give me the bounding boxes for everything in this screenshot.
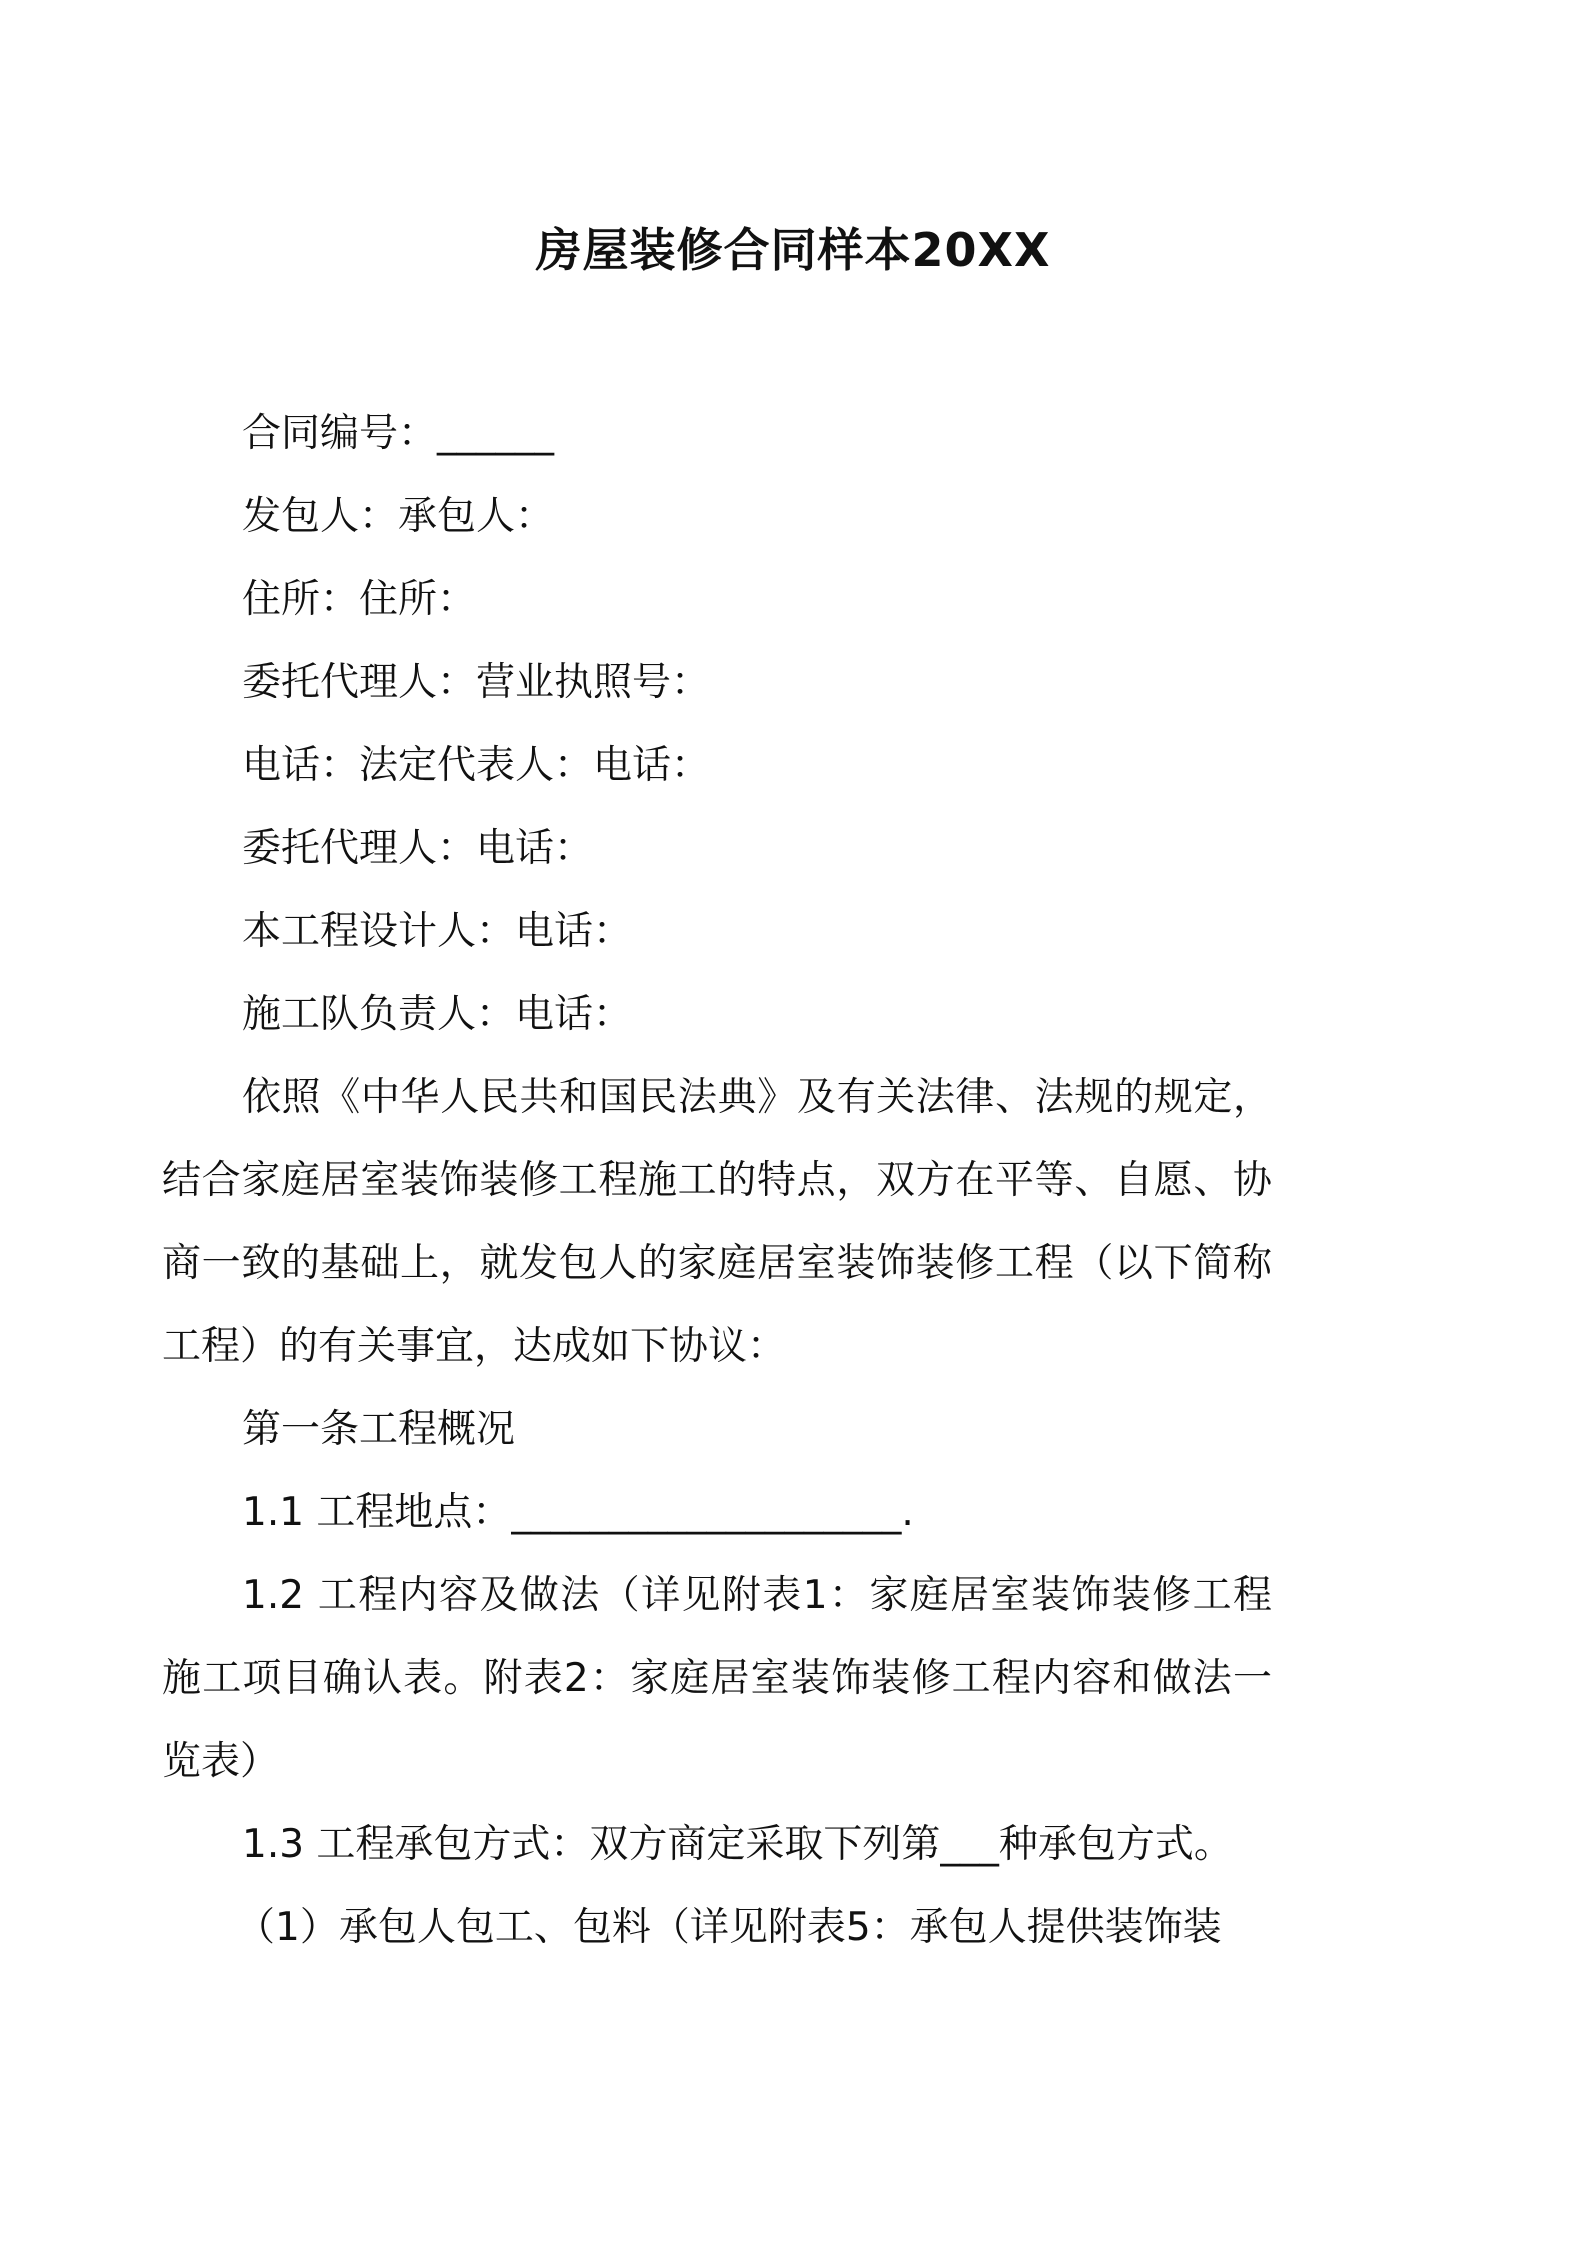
party-line: 发包人：承包人：: [242, 494, 555, 539]
document-body: [162, 392, 1352, 1969]
preamble-paragraph: 依照《中华人民共和国民法典》及有关法律、法规的规定，结合家庭居室装饰装修工程施工的特点，双方在平等、自愿、协商一致的基础上，就发包人的家庭居室装饰装修工程（以下简称工程）的有关事宜，达成如下协议：: [162, 1075, 1272, 1369]
designer-phone-line: 本工程设计人：电话：: [242, 909, 633, 954]
item-1-1: 1.1 工程地点：____________________.: [242, 1490, 914, 1535]
phone-legal-rep-line: 电话：法定代表人：电话：: [242, 743, 711, 788]
agent-phone-line: 委托代理人：电话：: [242, 826, 594, 871]
address-line: 住所：住所：: [242, 577, 477, 622]
team-leader-phone-line: 施工队负责人：电话：: [242, 992, 633, 1037]
item-1-3: 1.3 工程承包方式：双方商定采取下列第___种承包方式。: [242, 1822, 1233, 1867]
contract-number-line: 合同编号：______: [242, 411, 555, 456]
article-1-heading: 第一条工程概况: [242, 1407, 516, 1452]
item-1-2: 1.2 工程内容及做法（详见附表1：家庭居室装饰装修工程施工项目确认表。附表2：家庭居室装饰装修工程内容和做法一览表）: [162, 1573, 1272, 1784]
document-title: 房屋装修合同样本20XX: [535, 223, 1051, 277]
agent-license-line: 委托代理人：营业执照号：: [242, 660, 711, 705]
item-1-3-1: （1）承包人包工、包料（详见附表5：承包人提供装饰装: [236, 1905, 1222, 1950]
